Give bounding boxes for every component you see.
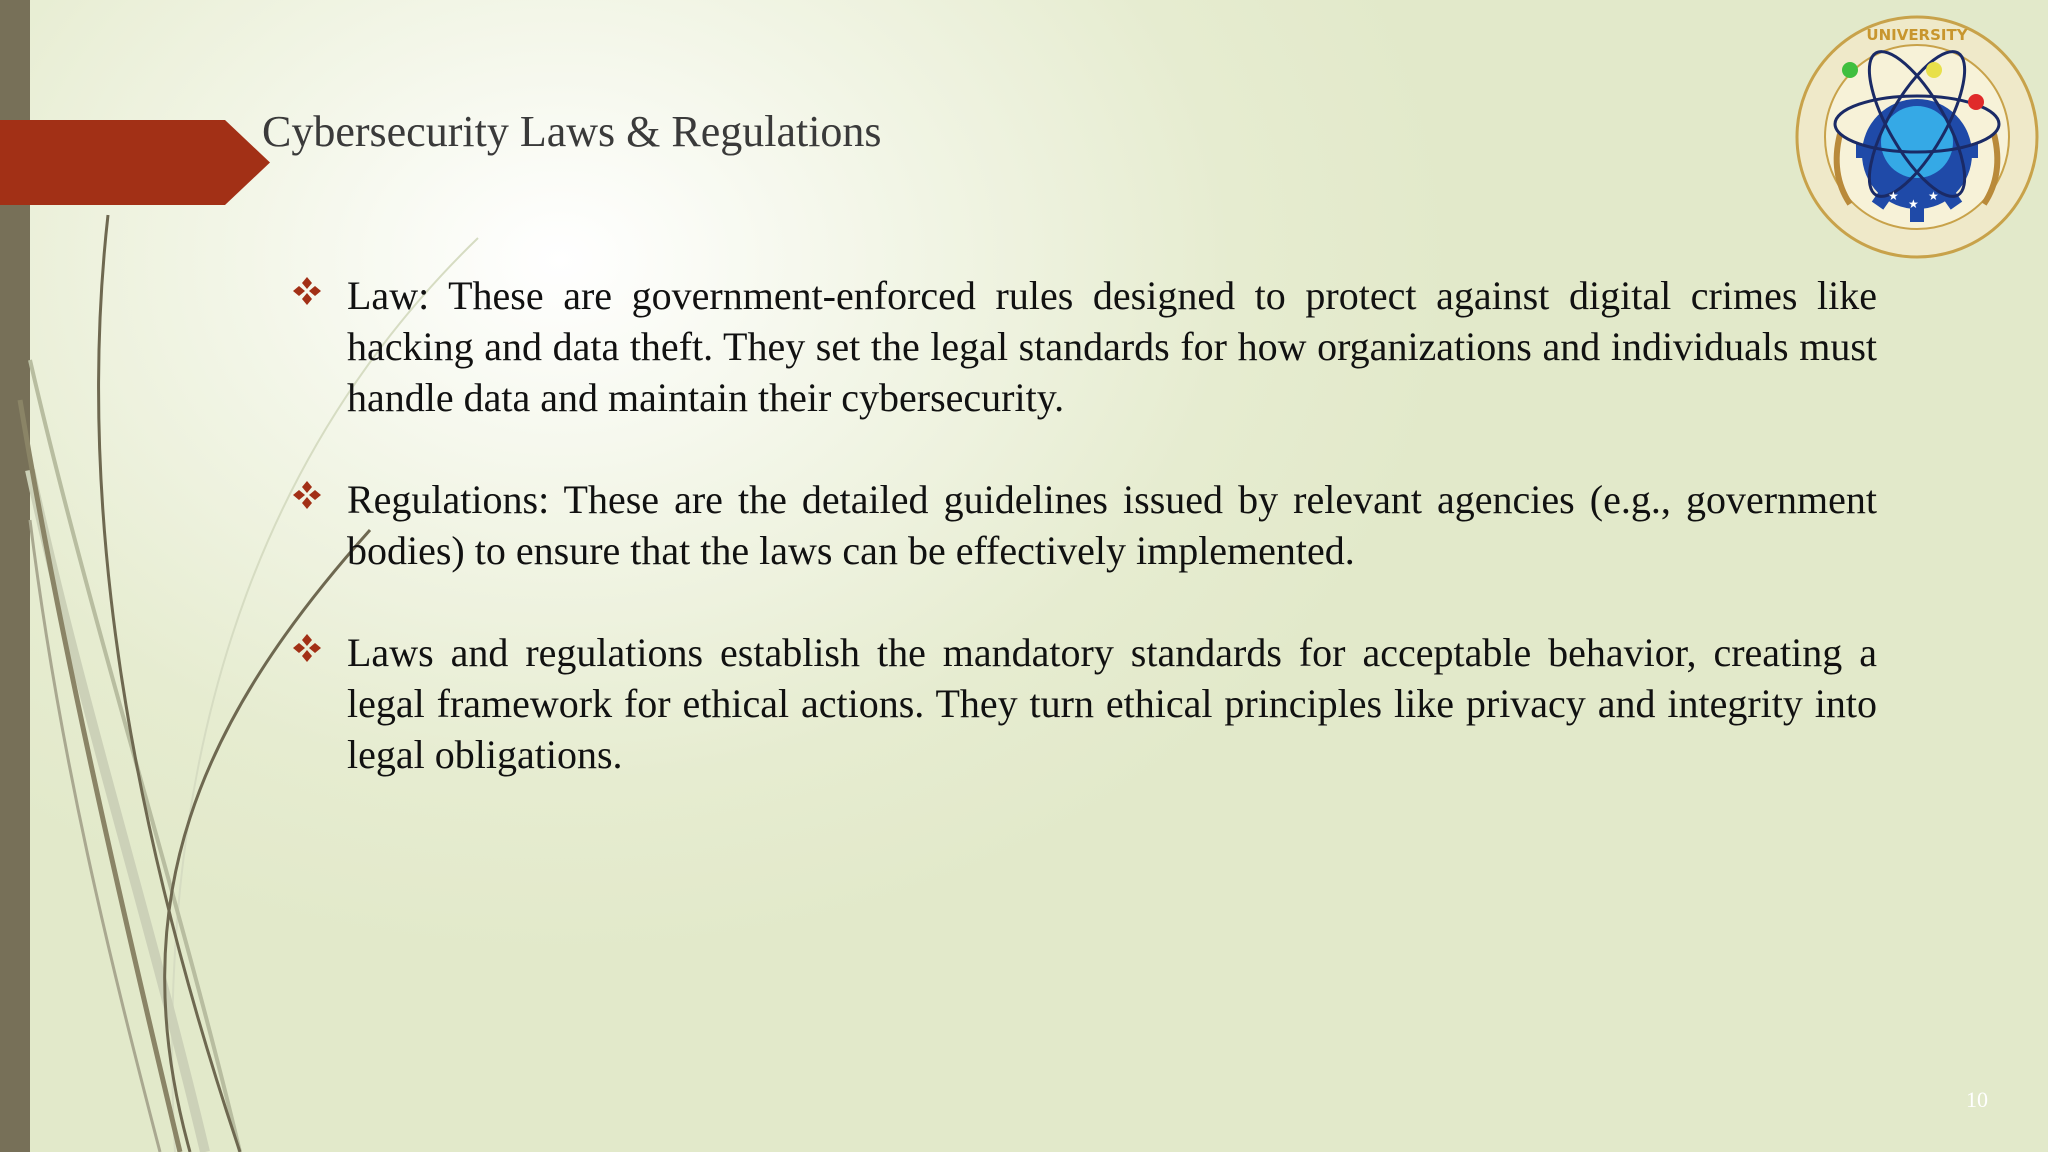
- bullet-list: [292, 270, 1877, 831]
- svg-text:★: ★: [1908, 197, 1919, 211]
- diamond-bullet-icon: [292, 633, 322, 663]
- list-item: [292, 474, 1877, 576]
- diamond-bullet-icon: [292, 276, 322, 306]
- page-number: 10: [1966, 1087, 1988, 1112]
- svg-text:★: ★: [1888, 189, 1899, 203]
- list-item: [292, 270, 1877, 423]
- bullet-text-framework: Laws and regulations establish the mandatory standards for acceptable behavior, creating a legal framework for ethical actions. They turn ethical principles like privacy and integrity into legal obligations.: [347, 630, 1877, 777]
- diamond-bullet-icon: [292, 480, 322, 510]
- title-accent-arrow: [0, 120, 270, 205]
- university-logo: [1790, 4, 2044, 266]
- svg-text:UNIVERSITY: UNIVERSITY: [1866, 26, 1968, 44]
- svg-text:★: ★: [1928, 189, 1939, 203]
- bullet-text-law: Law: These are government-enforced rules designed to protect against digital crimes like hacking and data theft. They set the legal standards for how organizations and individuals must handle data and maintain their cybersecurity.: [347, 273, 1877, 420]
- slide-title: Cybersecurity Laws & Regulations: [262, 107, 882, 156]
- bullet-text-regulations: Regulations: These are the detailed guidelines issued by relevant agencies (e.g., government bodies) to ensure that the laws can be effectively implemented.: [347, 477, 1877, 573]
- list-item: [292, 627, 1877, 780]
